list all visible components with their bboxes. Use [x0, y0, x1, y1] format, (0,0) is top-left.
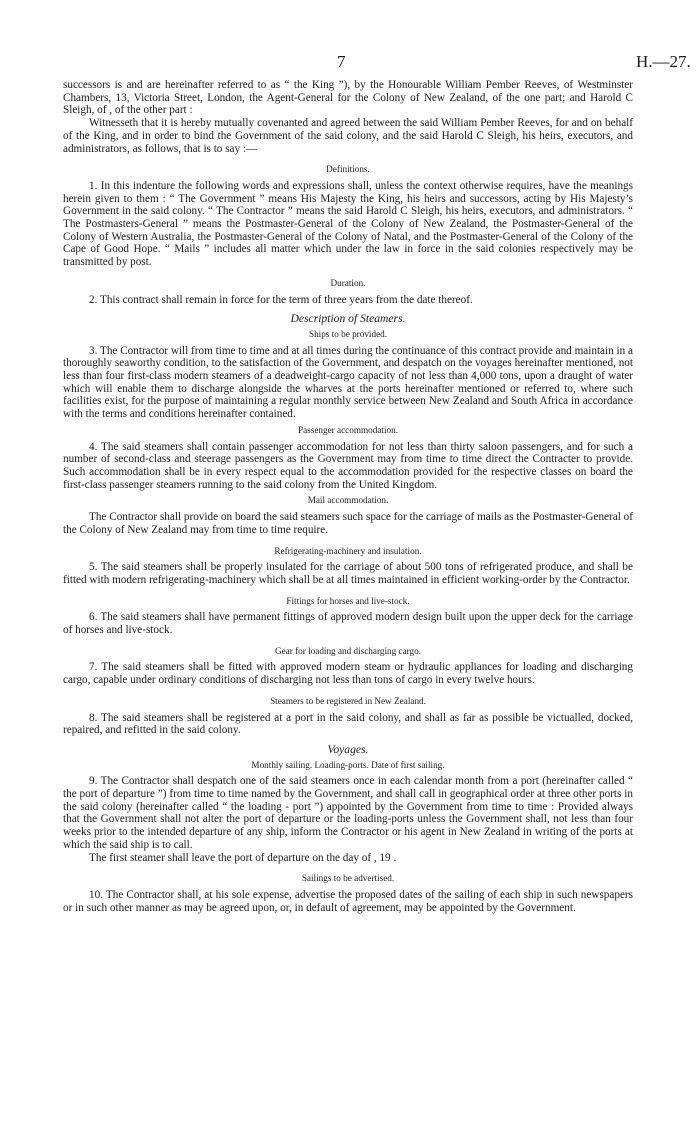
section-heading: Refrigerating-machinery and insulation.: [274, 545, 422, 556]
section-heading: Duration.: [330, 277, 366, 288]
paragraph: 6. The said steamers shall have permanent fittings of approved modern design built upon the upper deck for the carriage of horses and live-stock.: [63, 611, 633, 637]
section-heading: Sailings to be advertised.: [301, 873, 395, 884]
part-heading: Description of Steamers.: [290, 312, 406, 326]
paragraph: 7. The said steamers shall be fitted with approved modern steam or hydraulic appliances for loading and discharging cargo, capable under ordinary conditions of discharging not less than tons of cargo in every twelve hours.: [63, 661, 633, 687]
document-body: [63, 79, 633, 914]
section-heading: Steamers to be registered in New Zealand.: [270, 695, 426, 706]
section-heading: Fittings for horses and live-stock.: [286, 595, 410, 606]
paragraph: 3. The Contractor will from time to time and at all times during the continuance of this contract provide and maintain in a thoroughly seaworthy condition, to the satisfaction of the Government, and despatch on the voyages hereinafter mentioned, not less than four first-class modern steamers of a deadweight-cargo capacity of not less than 4,000 tons, upon a draught of water which will enable them to discharge alongside the wharves at the ports hereinafter mentioned or referred to, where such facilities exist, for the purpose of maintaining a regular monthly service between New Zealand and South Africa in accordance with the terms and conditions hereinafter contained.: [63, 344, 633, 421]
paragraph: 10. The Contractor shall, at his sole expense, advertise the proposed dates of the sailing of each ship in such newspapers or in such other manner as may be agreed upon, or, in default of agreement, may be appointed by the Government.: [63, 888, 633, 914]
section-heading: Gear for loading and discharging cargo.: [274, 645, 422, 656]
section-heading: Mail accommodation.: [307, 495, 389, 506]
paragraph: Witnesseth that it is hereby mutually covenanted and agreed between the said William Pember Reeves, for and on behalf of the King, and in order to bind the Government of the said colony, and the said Harold C Sleigh, his heirs, executors, and administrators, as follows, that is to say :—: [63, 117, 633, 155]
page-number: 7: [337, 52, 346, 71]
section-heading: Passenger accommodation.: [297, 424, 398, 435]
paragraph: The first steamer shall leave the port of departure on the day of , 19 .: [89, 851, 397, 864]
document-reference: H.—27.: [636, 52, 691, 71]
paragraph: 8. The said steamers shall be registered at a port in the said colony, and shall as far as possible be victualled, docked, repaired, and refitted in the said colony.: [63, 711, 633, 737]
paragraph: 9. The Contractor shall despatch one of the said steamers once in each calendar month from a port (hereinafter called “ the port of departure ”) from time to time named by the Government, and shall call in geographical order at three other ports in the said colony (hereinafter called “ the loading - port ”) appointed by the Government from time to time : Provided always that the Government shall not alter the port of departure or the loading-ports unless the Government shall, not less than four weeks prior to the intended departure of any ship, inform the Contractor or his agent in New Zealand in writing of the ports at which the said ship is to call.: [63, 775, 633, 851]
paragraph: The Contractor shall provide on board the said steamers such space for the carriage of mails as the Postmaster-General of the Colony of New Zealand may from time to time require.: [63, 511, 633, 536]
paragraph: 2. This contract shall remain in force for the term of three years from the date thereof.: [89, 293, 473, 306]
sub-heading: Monthly sailing. Loading-ports. Date of first sailing.: [251, 759, 445, 770]
sub-heading: Ships to be provided.: [308, 328, 388, 339]
paragraph: 4. The said steamers shall contain passenger accommodation for not less than thirty saloon passengers, and for such a number of second-class and steerage passengers as the Government may from time to time direct the Contracter to provide. Such accommodation shall be in every respect equal to the accommodation provided for the respective classes on board the first-class passenger steamers running to the said colony from the United Kingdom.: [63, 440, 633, 491]
part-heading: Voyages.: [327, 742, 369, 756]
paragraph: 5. The said steamers shall be properly insulated for the carriage of about 500 tons of refrigerated produce, and shall be fitted with modern refrigerating-machinery which shall be at all times maintained in efficient working-order by the Contractor.: [63, 561, 633, 586]
paragraph: successors is and are hereinafter referred to as “ the King ”), by the Honourable William Pember Reeves, of Westminster Chambers, 13, Victoria Street, London, the Agent-General for the Colony of New Zealand, of the one part; and Harold C Sleigh, of , of the other part :: [63, 79, 633, 117]
section-heading: Definitions.: [326, 164, 370, 175]
paragraph: 1. In this indenture the following words and expressions shall, unless the context otherwise requires, have the meanings herein given to them : “ The Government ” means His Majesty the King, his heirs and successors, acting by His Majesty’s Government in the said colony. “ The Contractor ” means the said Harold C Sleigh, his heirs, executors, and administrators. “ The Postmasters-General ” means the Postmaster-General of the Colony of New Zealand, the Postmaster-General of the Colony of Western Australia, the Postmaster-General of the Colony of Natal, and the Postmaster-General of the Colony of the Cape of Good Hope. “ Mails ” includes all matter which under the law in force in the said colonies respectively may be transmitted by post.: [63, 179, 633, 269]
